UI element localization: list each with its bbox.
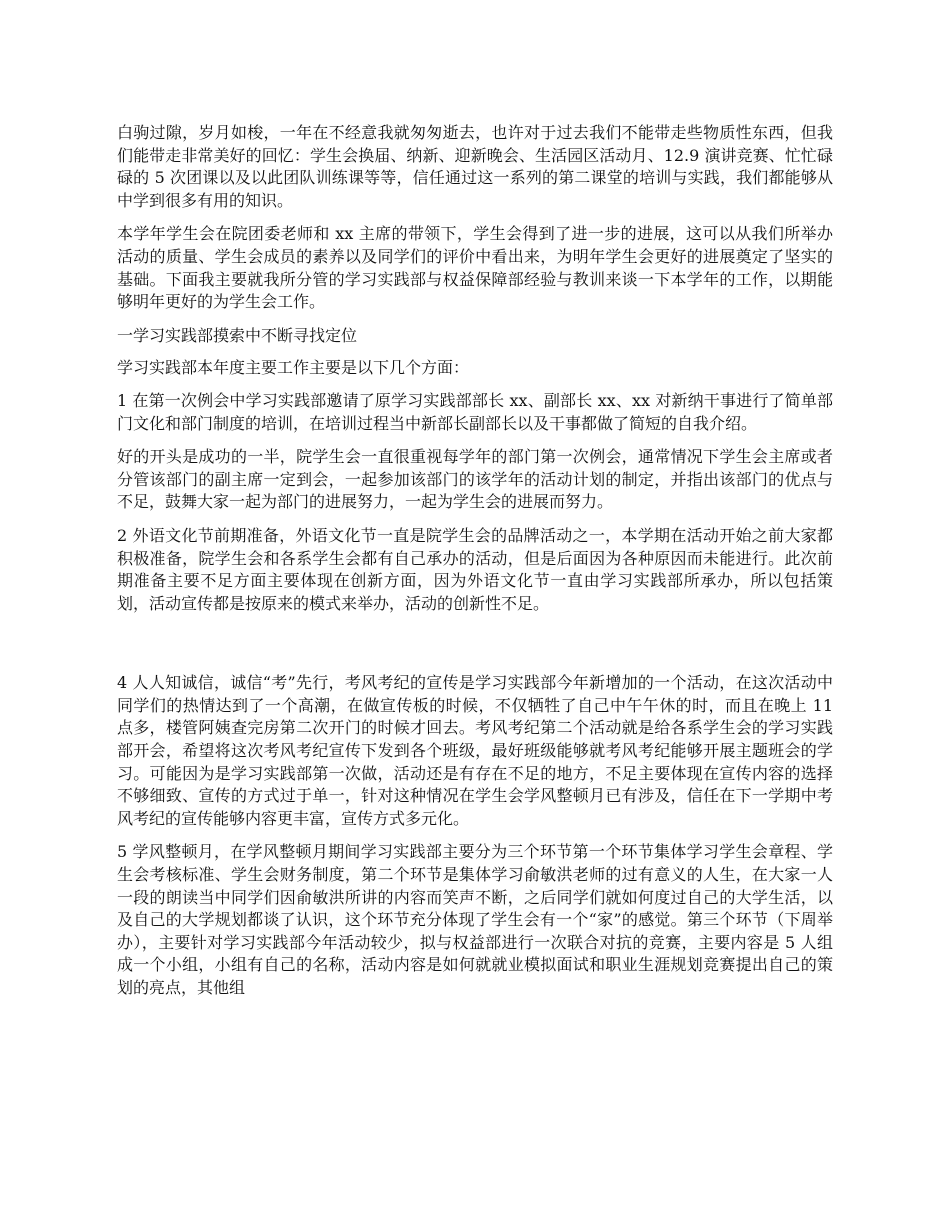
document-body xyxy=(117,122,833,1011)
paragraph-intro: 白驹过隙，岁月如梭，一年在不经意我就匆匆逝去，也许对于过去我们不能带走些物质性东西，但我们能带走非常美好的回忆：学生会换届、纳新、迎新晚会、生活园区活动月、12.9 演讲竞赛、忙忙碌碌的 5 次团课以及以此团队训练课等等，信任通过这一系列的第二课堂的培训与实践，我们都能够从中学到很多有用的知识。 xyxy=(117,123,833,210)
paragraph-good-start: 好的开头是成功的一半，院学生会一直很重视每学年的部门第一次例会，通常情况下学生会主席或者分管该部门的副主席一定到会，一起参加该部门的该学年的活动计划的制定，并指出该部门的优点与不足，鼓舞大家一起为部门的进展努力，一起为学生会的进展而努力。 xyxy=(117,447,833,512)
paragraph-overview: 本学年学生会在院团委老师和 xx 主席的带领下，学生会得到了进一步的进展，这可以从我们所举办活动的质量、学生会成员的素养以及同学们的评价中看出来，为明年学生会更好的进展奠定了坚实的基础。下面我主要就我所分管的学习实践部与权益保障部经验与教训来谈一下本学年的工作，以期能够明年更好的为学生会工作。 xyxy=(117,224,833,312)
paragraph-item-4: 4 人人知诚信，诚信“考”先行，考风考纪的宣传是学习实践部今年新增加的一个活动，在这次活动中同学们的热情达到了一个高潮，在做宣传板的时候，不仅牺牲了自己中午午休的时，而且在晚上 11 点多，楼管阿姨查完房第二次开门的时候才回去。考风考纪第二个活动就是给各系学生会的学习实践部开会，希望将这次考风考纪宣传下发到各个班级，最好班级能够就考风考纪能够开展主题班会的学习。可能因为是学习实践部第一次做，活动还是有存在不足的地方，不足主要体现在宣传内容的选择不够细致、宣传的方式过于单一，针对这种情况在学生会学风整顿月已有涉及，信任在下一学期中考风考纪的宣传能够内容更丰富，宣传方式多元化。 xyxy=(117,673,833,828)
paragraph-item-5: 5 学风整顿月，在学风整顿月期间学习实践部主要分为三个环节第一个环节集体学习学生会章程、学生会考核标准、学生会财务制度，第二个环节是集体学习俞敏洪老师的过有意义的人生，在大家一人一段的朗读当中同学们因俞敏洪所讲的内容而笑声不断，之后同学们就如何度过自己的大学生活，以及自己的大学规划都谈了认识，这个环节充分体现了学生会有一个“家”的感觉。第三个环节（下周举办），主要针对学习实践部今年活动较少，拟与权益部进行一次联合对抗的竞赛，主要内容是 5 人组成一个小组，小组有自己的名称，活动内容是如何就就业模拟面试和职业生涯规划竞赛提出自己的策划的亮点，其他组 xyxy=(117,842,833,997)
paragraph-item-2: 2 外语文化节前期准备，外语文化节一直是院学生会的品牌活动之一，本学期在活动开始之前大家都积极准备，院学生会和各系学生会都有自己承办的活动，但是后面因为各种原因而未能进行。此次前期准备主要不足方面主要体现在创新方面，因为外语文化节一直由学习实践部所承办，所以包括策划，活动宣传都是按原来的模式来举办，活动的创新性不足。 xyxy=(117,525,833,613)
blank-gap xyxy=(117,626,833,672)
section-heading-study-practice: 一学习实践部摸索中不断寻找定位 xyxy=(117,325,358,345)
paragraph-main-work: 学习实践部本年度主要工作主要是以下几个方面： xyxy=(117,358,470,378)
paragraph-item-1: 1 在第一次例会中学习实践部邀请了原学习实践部部长 xx、副部长 xx、xx 对新纳干事进行了简单部门文化和部门制度的培训，在培训过程当中新部长副部长以及干事都做了简短的自我介绍。 xyxy=(117,390,833,433)
